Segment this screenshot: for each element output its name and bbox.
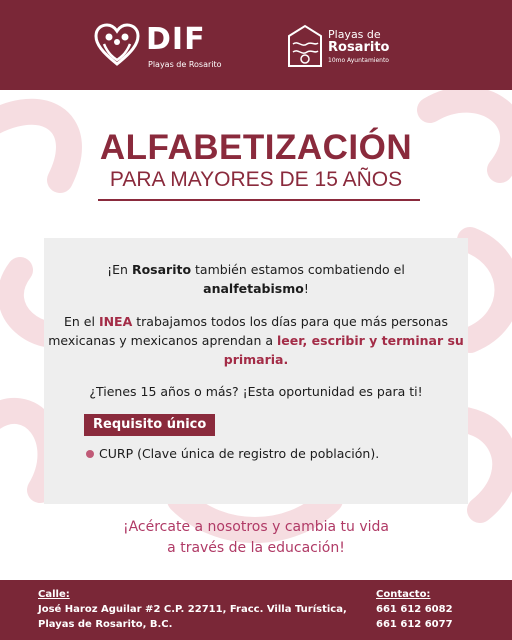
leer-escribir-highlight: leer, escribir y terminar su primaria. — [223, 333, 464, 367]
phone-2[interactable]: 661 612 6077 — [376, 619, 453, 630]
dif-wordmark: DIF — [146, 22, 206, 57]
bullet-dot-icon — [86, 450, 94, 458]
phone-1[interactable]: 661 612 6082 — [376, 604, 453, 615]
dif-heart-icon — [94, 22, 140, 68]
info-card — [44, 238, 468, 504]
intro-paragraph: ¡En Rosarito también estamos combatiendo el analfetabismo! — [107, 262, 405, 296]
title-divider — [98, 199, 420, 201]
dif-logo — [94, 20, 224, 76]
address-line-2: Playas de Rosarito, B.C. — [38, 619, 173, 630]
footer-bar — [0, 580, 512, 640]
address-label: Calle: — [38, 589, 70, 600]
gov-name-line1: Playas de — [328, 28, 381, 41]
analfabetismo-highlight: analfetabismo — [203, 281, 304, 296]
page-subtitle: PARA MAYORES DE 15 AÑOS — [109, 168, 403, 191]
address-line-1: José Haroz Aguilar #2 C.P. 22711, Fracc. Villa Turística, — [38, 604, 347, 615]
cta-line-2: a través de la educación! — [167, 540, 345, 556]
curp-text: CURP (Clave única de registro de población). — [99, 446, 380, 461]
header-bar — [0, 0, 512, 90]
rosarito-highlight: Rosarito — [131, 262, 192, 277]
rosarito-emblem-icon — [286, 24, 324, 68]
page-title: ALFABETIZACIÓN — [99, 128, 413, 167]
dif-subtitle: Playas de Rosarito — [148, 60, 222, 69]
age-question: ¿Tienes 15 años o más? ¡Esta oportunidad es para ti! — [89, 384, 423, 399]
inea-paragraph: En el INEA trabajamos todos los días para que más personas mexicanas y mexicanos aprendan a leer, escribir y terminar su primaria. — [48, 314, 464, 367]
requirement-item — [86, 443, 379, 462]
rosarito-gov-logo — [286, 24, 426, 72]
contact-label: Contacto: — [376, 589, 431, 600]
gov-name-line3: 10mo Ayuntamiento — [328, 57, 389, 64]
gov-name-line2: Rosarito — [328, 40, 390, 55]
inea-highlight: INEA — [98, 314, 133, 329]
requirement-badge: Requisito único — [84, 414, 215, 436]
cta-line-1: ¡Acércate a nosotros y cambia tu vida — [122, 519, 389, 535]
call-to-action — [0, 517, 512, 559]
